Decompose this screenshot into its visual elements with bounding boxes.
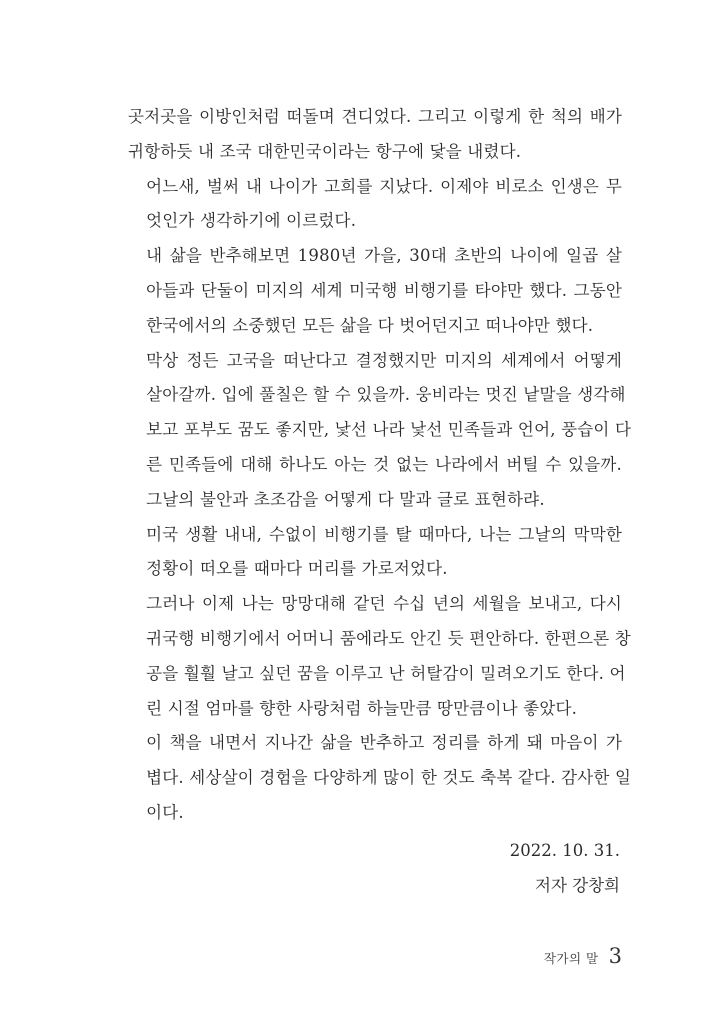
text-line: 미국 생활 내내, 수없이 비행기를 탈 때마다, 나는 그날의 막막한 (146, 524, 622, 544)
text-line: 정황이 떠오를 때마다 머리를 가로저었다. (146, 559, 448, 579)
text-line: 이 책을 내면서 지나간 삶을 반추하고 정리를 하게 돼 마음이 가 (146, 733, 622, 753)
signature-author: 저자 강창희 (535, 876, 620, 895)
text-line: 한국에서의 소중했던 모든 삶을 다 벗어던지고 떠나야만 했다. (146, 315, 594, 335)
text-line: 그날의 불안과 초조감을 어떻게 다 말과 글로 표현하랴. (146, 489, 545, 509)
paragraph-1 (128, 100, 622, 170)
text-line: 아들과 단둘이 미지의 세계 미국행 비행기를 타야만 했다. 그동안 (146, 280, 622, 300)
text-line: 내 삶을 반추해보면 1980년 가을, 30대 초반의 나이에 일곱 살 (146, 246, 622, 266)
text-line: 곳저곳을 이방인처럼 떠돌며 견디었다. 그리고 이렇게 한 척의 배가 (128, 107, 622, 126)
text-line: 른 민족들에 대해 하나도 아는 것 없는 나라에서 버틸 수 있을까. (146, 454, 622, 474)
text-line: 막상 정든 고국을 떠난다고 결정했지만 미지의 세계에서 어떻게 (146, 350, 622, 370)
paragraph-3 (128, 239, 622, 343)
text-line: 이다. (146, 802, 184, 822)
signature-block (510, 833, 620, 903)
paragraph-6 (128, 587, 631, 726)
text-line: 공을 훨훨 날고 싶던 꿈을 이루고 난 허탈감이 밀려오기도 한다. 어 (146, 663, 626, 683)
text-line: 린 시절 엄마를 향한 사랑처럼 하늘만큼 땅만큼이나 좋았다. (146, 698, 578, 718)
signature-date: 2022. 10. 31. (509, 841, 620, 860)
paragraph-2 (128, 170, 622, 240)
page-footer (544, 944, 622, 968)
text-line: 보고 포부도 꿈도 좋지만, 낯선 나라 낯선 민족들과 언어, 풍습이 다 (146, 420, 632, 440)
text-line: 귀국행 비행기에서 어머니 품에라도 안긴 듯 편안하다. 한편으론 창 (146, 628, 631, 648)
text-line: 어느새, 벌써 내 나이가 고희를 지났다. 이제야 비로소 인생은 무 (146, 176, 622, 196)
paragraph-7 (128, 726, 632, 830)
footer-section-label: 작가의 말 (543, 951, 599, 966)
text-line: 귀항하듯 내 조국 대한민국이라는 항구에 닻을 내렸다. (128, 141, 522, 161)
text-line: 그러나 이제 나는 망망대해 같던 수십 년의 세월을 보내고, 다시 (146, 594, 622, 614)
text-line: 볍다. 세상살이 경험을 다양하게 많이 한 것도 축복 같다. 감사한 일 (146, 768, 632, 788)
paragraph-4 (128, 344, 632, 518)
page-number: 3 (608, 944, 622, 968)
paragraph-5 (128, 518, 622, 588)
text-line: 엇인가 생각하기에 이르렀다. (146, 211, 357, 231)
preface-body (128, 100, 632, 831)
text-line: 살아갈까. 입에 풀칠은 할 수 있을까. 웅비라는 멋진 낱말을 생각해 (146, 385, 626, 405)
